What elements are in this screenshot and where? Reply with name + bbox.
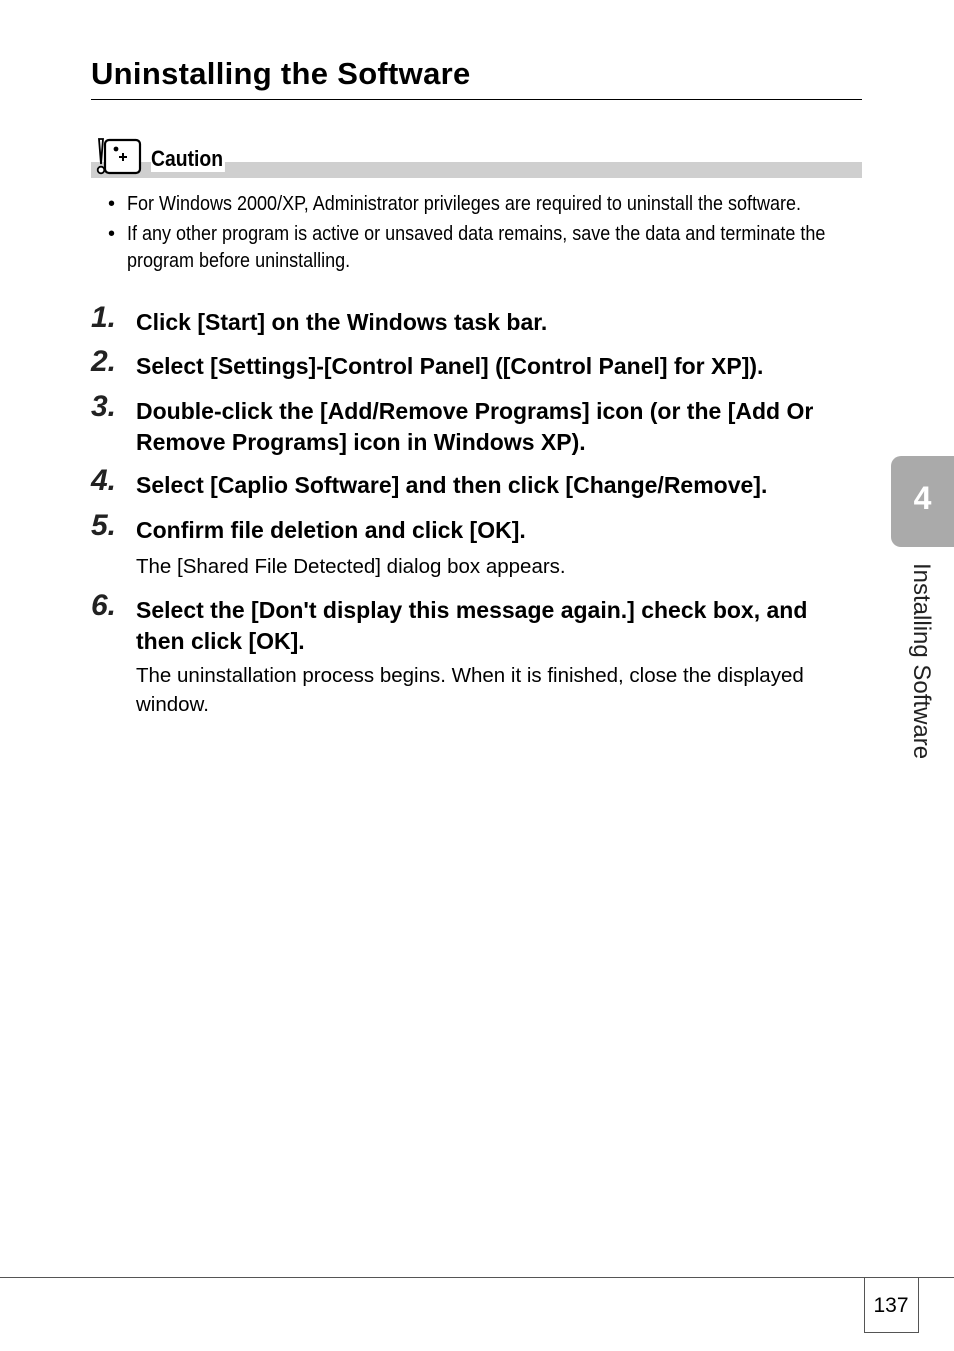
step-number: 1. (91, 301, 117, 334)
step-number: 3. (91, 390, 117, 423)
caution-label: Caution (151, 146, 224, 171)
chapter-label: Installing Software (908, 563, 935, 760)
footer-rule (0, 1277, 954, 1278)
step-number: 4. (91, 464, 117, 497)
step-text: Click [Start] on the Windows task bar. (136, 309, 548, 335)
caution-icon (94, 137, 142, 177)
page-title: Uninstalling the Software (91, 56, 471, 91)
step-text: Confirm file deletion and click [OK]. (136, 517, 526, 543)
step-number: 5. (91, 509, 117, 542)
step-note: The uninstallation process begins. When it is finished, close the displayed window. (136, 664, 804, 716)
step-text: Select the [Don't display this message again.] check box, and then click [OK]. (136, 597, 808, 654)
step-text: Select [Caplio Software] and then click [Change/Remove]. (136, 472, 768, 498)
title-rule (91, 99, 862, 100)
caution-bullet: • If any other program is active or unsaved data remains, save the data and terminate the program before uninstalling. (108, 223, 826, 272)
page-number: 137 (873, 1294, 909, 1317)
caution-list (108, 191, 848, 278)
step-number: 2. (91, 345, 117, 378)
step-text: Double-click the [Add/Remove Programs] icon (or the [Add Or Remove Programs] icon in Windows XP). (136, 398, 814, 455)
step-number: 6. (91, 589, 117, 622)
chapter-number: 4 (913, 480, 932, 516)
caution-bullet: • For Windows 2000/XP, Administrator privileges are required to uninstall the software. (108, 193, 802, 215)
step-text: Select [Settings]-[Control Panel] ([Control Panel] for XP]). (136, 353, 764, 379)
step-note: The [Shared File Detected] dialog box appears. (136, 555, 566, 578)
